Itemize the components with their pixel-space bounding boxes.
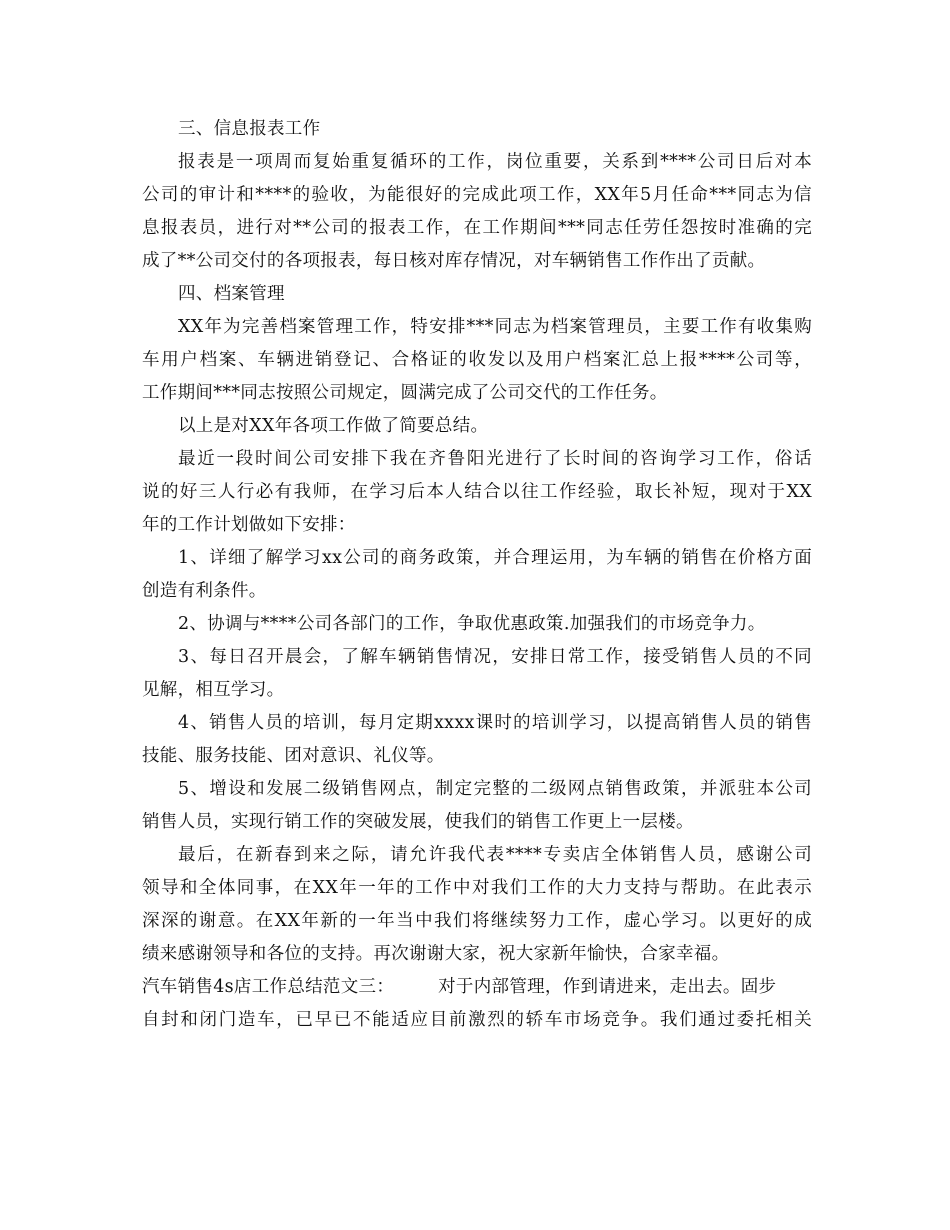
text-line: 公司的审计和****的验收，为能很好的完成此项工作，XX年5月任命***同志为信 — [142, 185, 812, 205]
text-line: 领导和全体同事，在XX年一年的工作中对我们工作的大力支持与帮助。在此表示 — [142, 878, 812, 898]
text-line: 1、详细了解学习xx公司的商务政策，并合理运用，为车辆的销售在价格方面 — [178, 548, 812, 568]
text-line: 三、信息报表工作 — [178, 119, 321, 139]
text-line: 3、每日召开晨会，了解车辆销售情况，安排日常工作，接受销售人员的不同 — [178, 647, 812, 667]
text-line: 四、档案管理 — [178, 284, 285, 304]
text-line: 成了**公司交付的各项报表，每日核对库存情况，对车辆销售工作作出了贡献。 — [142, 251, 766, 271]
text-line: 息报表员，进行对**公司的报表工作，在工作期间***同志任劳任怨按时准确的完 — [142, 218, 812, 238]
text-line: 车用户档案、车辆进销登记、合格证的收发以及用户档案汇总上报****公司等， — [142, 350, 812, 370]
text-line: 见解，相互学习。 — [142, 680, 285, 700]
text-line: 销售人员，实现行销工作的突破发展，使我们的销售工作更上一层楼。 — [142, 812, 694, 832]
text-line: 绩来感谢领导和各位的支持。再次谢谢大家，祝大家新年愉快，合家幸福。 — [142, 944, 730, 964]
text-line: 2、协调与****公司各部门的工作，争取优惠政策.加强我们的市场竞争力。 — [178, 614, 766, 634]
section-heading-rest: 对于内部管理，作到请进来，走出去。固步 — [438, 977, 777, 997]
document-tail — [142, 1004, 812, 1037]
section-heading: 汽车销售4s店工作总结范文三： — [142, 977, 395, 997]
text-line: 说的好三人行必有我师，在学习后本人结合以往工作经验，取长补短，现对于XX — [142, 482, 812, 502]
text-line: 创造有利条件。 — [142, 581, 267, 601]
section-heading-line — [142, 971, 812, 1004]
text-line: 技能、服务技能、团对意识、礼仪等。 — [142, 746, 445, 766]
text-line: 最后，在新春到来之际，请允许我代表****专卖店全体销售人员，感谢公司 — [178, 845, 812, 865]
text-line: 年的工作计划做如下安排： — [142, 515, 356, 535]
text-line: 4、销售人员的培训，每月定期xxxx课时的培训学习，以提高销售人员的销售 — [178, 713, 812, 733]
document-page — [142, 113, 812, 1037]
text-line: 以上是对XX年各项工作做了简要总结。 — [178, 416, 489, 436]
document-body — [142, 113, 812, 971]
text-line: 工作期间***同志按照公司规定，圆满完成了公司交代的工作任务。 — [142, 383, 668, 403]
text-line: 报表是一项周而复始重复循环的工作，岗位重要，关系到****公司日后对本 — [178, 152, 812, 172]
text-line: 自封和闭门造车，已早已不能适应目前激烈的轿车市场竞争。我们通过委托相关 — [142, 1010, 812, 1030]
text-line: 5、增设和发展二级销售网点，制定完整的二级网点销售政策，并派驻本公司 — [178, 779, 812, 799]
text-line: 最近一段时间公司安排下我在齐鲁阳光进行了长时间的咨询学习工作，俗话 — [178, 449, 812, 469]
text-line: 深深的谢意。在XX年新的一年当中我们将继续努力工作，虚心学习。以更好的成 — [142, 911, 812, 931]
text-line: XX年为完善档案管理工作，特安排***同志为档案管理员，主要工作有收集购 — [178, 317, 812, 337]
